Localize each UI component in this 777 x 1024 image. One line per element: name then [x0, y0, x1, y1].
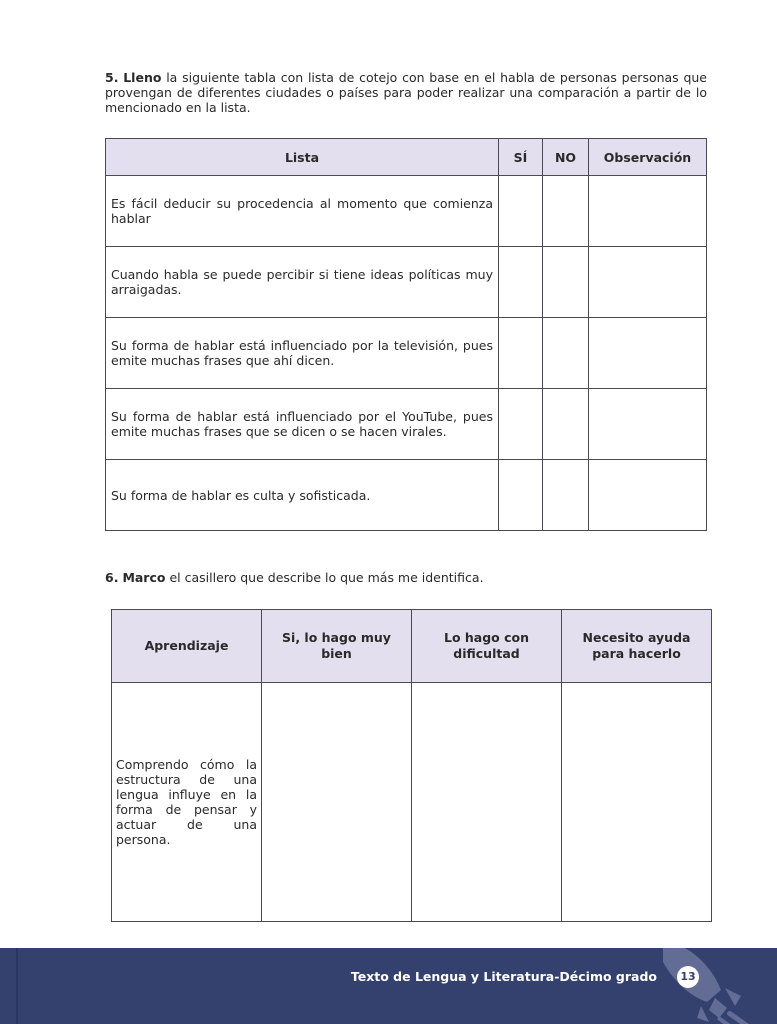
question-6-text: [105, 570, 707, 585]
question-5-number: 5.: [105, 70, 119, 85]
checklist-item: Su forma de hablar es culta y sofisticada.: [106, 460, 499, 531]
si-cell[interactable]: [499, 176, 543, 247]
observacion-cell[interactable]: [589, 318, 707, 389]
question-5-verb: Lleno: [123, 70, 162, 85]
si-cell[interactable]: [499, 247, 543, 318]
header-observacion: Observación: [589, 139, 707, 176]
checklist-header-row: [106, 139, 707, 176]
question-5-instruction: la siguiente tabla con lista de cotejo con base en el habla de personas personas que provengan de diferentes ciudades o países para poder realizar una comparación a partir de lo mencionado en la lista.: [105, 70, 707, 115]
observacion-cell[interactable]: [589, 176, 707, 247]
checklist-item: Es fácil deducir su procedencia al momento que comienza hablar: [106, 176, 499, 247]
observacion-cell[interactable]: [589, 460, 707, 531]
self-assessment-table: [111, 609, 712, 922]
header-lista: Lista: [106, 139, 499, 176]
ayuda-cell[interactable]: [562, 683, 712, 922]
checklist-item: Su forma de hablar está influenciado por la televisión, pues emite muchas frases que ahí dicen.: [106, 318, 499, 389]
table-row: [106, 389, 707, 460]
header-no: NO: [543, 139, 589, 176]
si-cell[interactable]: [499, 318, 543, 389]
page-footer: [0, 948, 777, 1024]
header-lo-hago-con-dificultad: Lo hago con dificultad: [412, 610, 562, 683]
header-aprendizaje: Aprendizaje: [112, 610, 262, 683]
observacion-cell[interactable]: [589, 247, 707, 318]
footer-divider: [16, 948, 18, 1024]
question-6-verb: Marco: [122, 570, 166, 585]
table-row: [112, 683, 712, 922]
checklist-table: [105, 138, 707, 531]
rocket-icon: [655, 948, 765, 1024]
question-5-text: [105, 70, 707, 115]
question-6-instruction: el casillero que describe lo que más me identifica.: [169, 570, 484, 585]
table-row: [106, 318, 707, 389]
no-cell[interactable]: [543, 318, 589, 389]
header-lo-hago-muy-bien: Si, lo hago muy bien: [262, 610, 412, 683]
header-si: SÍ: [499, 139, 543, 176]
table-row: [106, 176, 707, 247]
assessment-header-row: [112, 610, 712, 683]
table-row: [106, 460, 707, 531]
learning-item: Comprendo cómo la estructura de una lengua influye en la forma de pensar y actuar de una persona.: [112, 683, 262, 922]
footer-title: Texto de Lengua y Literatura-Décimo grado: [350, 969, 657, 984]
muy-bien-cell[interactable]: [262, 683, 412, 922]
header-necesito-ayuda: Necesito ayuda para hacerlo: [562, 610, 712, 683]
checklist-item: Su forma de hablar está influenciado por el YouTube, pues emite muchas frases que se dicen o se hacen virales.: [106, 389, 499, 460]
no-cell[interactable]: [543, 176, 589, 247]
no-cell[interactable]: [543, 460, 589, 531]
observacion-cell[interactable]: [589, 389, 707, 460]
question-6-number: 6.: [105, 570, 119, 585]
si-cell[interactable]: [499, 389, 543, 460]
no-cell[interactable]: [543, 247, 589, 318]
page-number: 13: [677, 966, 699, 988]
no-cell[interactable]: [543, 389, 589, 460]
dificultad-cell[interactable]: [412, 683, 562, 922]
table-row: [106, 247, 707, 318]
si-cell[interactable]: [499, 460, 543, 531]
checklist-item: Cuando habla se puede percibir si tiene ideas políticas muy arraigadas.: [106, 247, 499, 318]
